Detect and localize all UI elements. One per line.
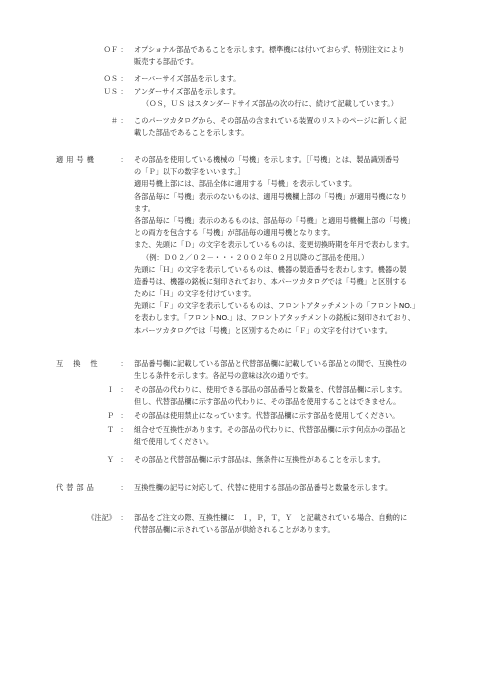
body-line: 組合せで互換性があります。その部品の代わりに、代替部品欄に示す何点かの部品と <box>134 425 407 434</box>
body-line: 各部品毎に「号機」表示のないものは、適用号機欄上部の「号機」が適用号機になり <box>134 191 408 201</box>
body-line: その部品を使用している機械の「号機」を示します。［「号機」とは、製品識別番号 <box>134 155 400 164</box>
body-line: また、先頭に「Ｄ」の文字を表示しているものは、変更切換時期を年月で表わします。 <box>134 240 414 250</box>
colon: ： <box>120 425 128 434</box>
body-line: 本パーツカタログでは「号機」と区別するために「Ｆ」の文字を付けています。 <box>134 325 392 335</box>
description-line: 販売する部品です。 <box>134 57 199 67</box>
code-p: Ｐ <box>106 411 114 420</box>
body-line: （例：Ｄ０２／０２－・・・２００２年０２月以降のご部品を使用。） <box>142 252 369 262</box>
description-line: （ＯＳ，ＵＳ はスタンダードサイズ部品の次の行に、続けて記載しています。） <box>142 99 398 109</box>
body-line: 生じる条件を示します。各記号の意味は次の通りです。 <box>134 371 313 381</box>
code-os: ＯＳ <box>103 74 118 83</box>
description-line: このパーツカタログから、その部品の含まれている装置のリストのページに新しく記 <box>134 116 407 125</box>
colon: ： <box>120 45 128 54</box>
code-description <box>134 424 407 448</box>
description-line: オーバーサイズ部品を示します。 <box>134 74 241 83</box>
section-body <box>134 154 419 337</box>
description-os <box>134 73 240 85</box>
code-hash: ＃ <box>110 116 118 125</box>
colon: ： <box>120 116 128 125</box>
body-line: 造番号は、機器の銘板に刻印されており、本パーツカタログでは「号機」と区別する <box>134 276 407 286</box>
body-line: 先頭に「Ｈ」の文字を表示しているものは、機器の製造番号を表わします。機器の製 <box>134 264 407 274</box>
body-line: その部品の代わりに、使用できる部品の部品番号と数量を、代替部品欄に示します。 <box>134 385 407 394</box>
body-line: 組で使用してください。 <box>134 437 214 447</box>
description-hash <box>134 115 407 139</box>
colon: ： <box>120 155 128 164</box>
code-t: Ｔ <box>106 425 114 434</box>
colon: ： <box>120 513 128 522</box>
description-line: アンダーサイズ部品を示します。 <box>134 87 241 96</box>
description-line: オプショナル部品であることを示します。標準機には付いておらず、特別注文により <box>134 45 405 54</box>
code-i: Ｉ <box>106 385 114 394</box>
body-line: 各部品毎に「号機」表示のあるものは、部品毎の「号機」と適用号機欄上部の「号機」 <box>134 215 415 225</box>
description-line: 載した部品であることを示します。 <box>134 128 249 138</box>
body-line: 但し、代替部品欄に示す部品の代わりに、その部品を使用することはできません。 <box>134 397 401 407</box>
colon: ： <box>120 385 128 394</box>
description-us <box>134 86 398 110</box>
body-line: 互換性欄の記号に対応して、代替に使用する部品の部品番号と数量を示します。 <box>134 483 393 492</box>
body-line: 適用号機上部には、部品全体に適用する「号機」を表示しています。 <box>134 179 357 189</box>
code-description <box>134 410 399 422</box>
colon: ： <box>120 74 128 83</box>
body-line: その部品は使用禁止になっています。代替部品欄に示す部品を使用してください。 <box>134 411 400 420</box>
body-line: ます。 <box>134 203 155 213</box>
section-body <box>134 358 407 382</box>
code-description <box>134 384 407 408</box>
code-of: ＯＦ <box>103 45 118 54</box>
body-line: その部品と代替部品欄に示す部品は、無条件に互換性があることを示します。 <box>134 455 385 464</box>
section-term: 適用号機 <box>56 155 97 164</box>
section-body <box>134 512 407 536</box>
body-line: 代替部品欄に示されている部品が供給されることがあります。 <box>134 525 335 535</box>
colon: ： <box>120 483 128 492</box>
body-line: 部品番号欄に記載している部品と代替部品欄に記載している部品との間で、互換性の <box>134 359 407 368</box>
code-description <box>134 454 385 466</box>
section-term: 《注記》 <box>87 513 116 522</box>
body-line: との両方を包含する「号機」が部品毎の適用号機となります。 <box>134 228 335 238</box>
body-line: を表わします。「フロントNO.」は、フロントアタッチメントの銘板に刻印されており、 <box>134 313 415 323</box>
colon: ： <box>120 411 128 420</box>
body-line: 先頭に「Ｆ」の文字を表示しているものは、フロントアタッチメントの「フロントNO.」 <box>134 301 420 311</box>
colon: ： <box>120 455 128 464</box>
section-body <box>134 482 392 494</box>
section-term: 代替部品 <box>56 483 97 492</box>
code-y: Ｙ <box>106 455 114 464</box>
description-of <box>134 44 405 68</box>
section-term: 互換性 <box>56 359 108 368</box>
colon: ： <box>120 87 128 96</box>
body-line: の「Ｐ」以下の数字をいいます。］ <box>134 167 245 177</box>
colon: ： <box>120 359 128 368</box>
body-line: 部品をご注文の際、互換性欄に Ｉ，Ｐ，Ｔ，Ｙ と記載されている場合、自動的に <box>134 513 408 522</box>
body-line: ために「Ｈ」の文字を付けています。 <box>134 289 256 299</box>
code-us: ＵＳ <box>103 87 118 96</box>
